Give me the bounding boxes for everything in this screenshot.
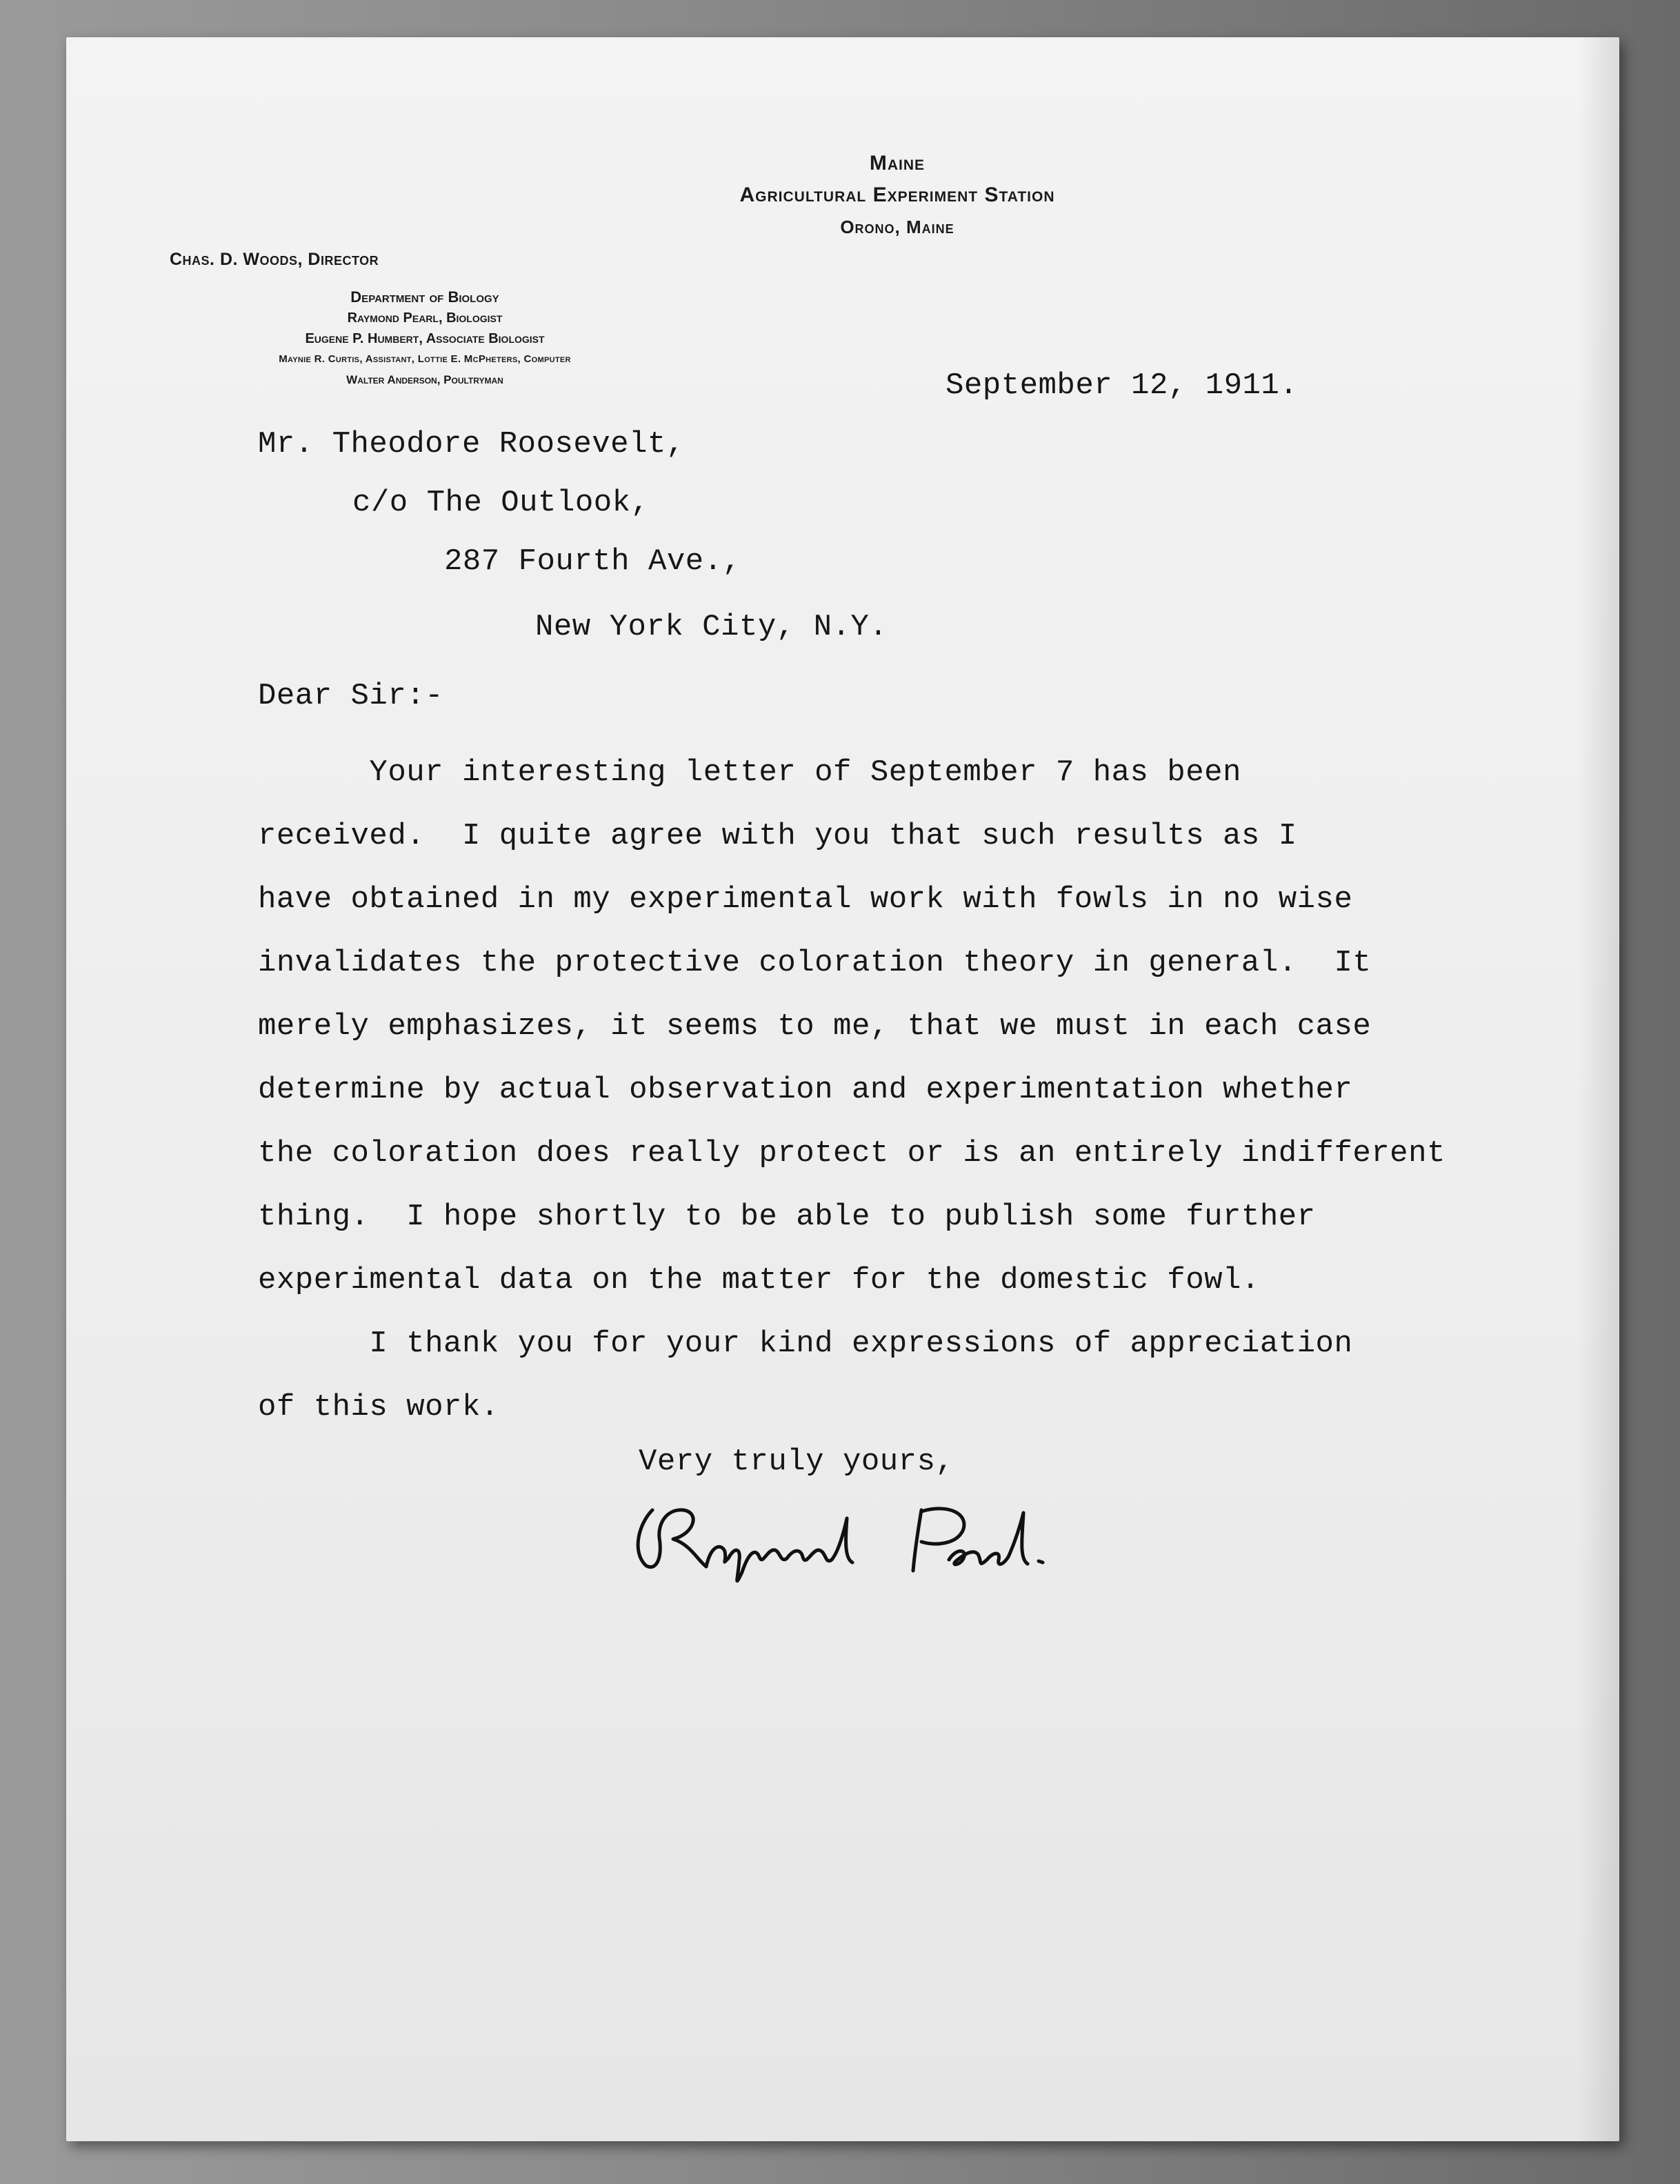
letterhead-staff-associate: Eugene P. Humbert, Associate Biologist bbox=[305, 331, 545, 346]
body-line: merely emphasizes, it seems to me, that we must in each case bbox=[258, 1009, 1372, 1044]
body-line: have obtained in my experimental work with fowls in no wise bbox=[258, 882, 1353, 917]
recipient-name: Mr. Theodore Roosevelt, bbox=[258, 427, 685, 461]
letterhead-location: Orono, Maine bbox=[840, 217, 954, 237]
letterhead-institution bbox=[480, 148, 1314, 243]
letter-sheet bbox=[66, 37, 1619, 2141]
letterhead-staff-assistants: Maynie R. Curtis, Assistant, Lottie E. McPheters, Computer bbox=[279, 353, 571, 365]
complimentary-close: Very truly yours, bbox=[639, 1445, 954, 1479]
recipient-street: 287 Fourth Ave., bbox=[444, 544, 741, 579]
body-line: determine by actual observation and experimentation whether bbox=[258, 1073, 1353, 1107]
body-line: received. I quite agree with you that such results as I bbox=[258, 819, 1297, 853]
body-line: I thank you for your kind expressions of appreciation bbox=[258, 1327, 1353, 1361]
letterhead-staff-biologist: Raymond Pearl, Biologist bbox=[347, 310, 503, 326]
body-line: invalidates the protective coloration theory in general. It bbox=[258, 946, 1372, 980]
body-paragraph-1 bbox=[258, 741, 1554, 1312]
recipient-care-of: c/o The Outlook, bbox=[352, 486, 650, 520]
letterhead-staff-poultryman: Walter Anderson, Poultryman bbox=[346, 373, 503, 386]
letterhead-station: Agricultural Experiment Station bbox=[739, 183, 1055, 206]
letterhead-department: Department of Biology bbox=[350, 288, 499, 306]
letterhead-director: Chas. D. Woods, Director bbox=[170, 250, 379, 269]
letter-date: September 12, 1911. bbox=[946, 368, 1299, 403]
handwritten-signature bbox=[625, 1482, 1163, 1586]
body-line: thing. I hope shortly to be able to publish some further bbox=[258, 1200, 1316, 1234]
body-line: of this work. bbox=[258, 1390, 499, 1424]
letterhead-department-block bbox=[156, 287, 694, 390]
body-paragraph-2 bbox=[258, 1312, 1554, 1439]
body-line: the coloration does really protect or is an entirely indifferent bbox=[258, 1136, 1446, 1171]
salutation: Dear Sir:- bbox=[258, 679, 444, 713]
body-line: experimental data on the matter for the domestic fowl. bbox=[258, 1263, 1260, 1298]
body-line: Your interesting letter of September 7 has been bbox=[258, 755, 1241, 790]
recipient-city: New York City, N.Y. bbox=[535, 610, 888, 644]
letterhead-state: Maine bbox=[869, 152, 926, 175]
